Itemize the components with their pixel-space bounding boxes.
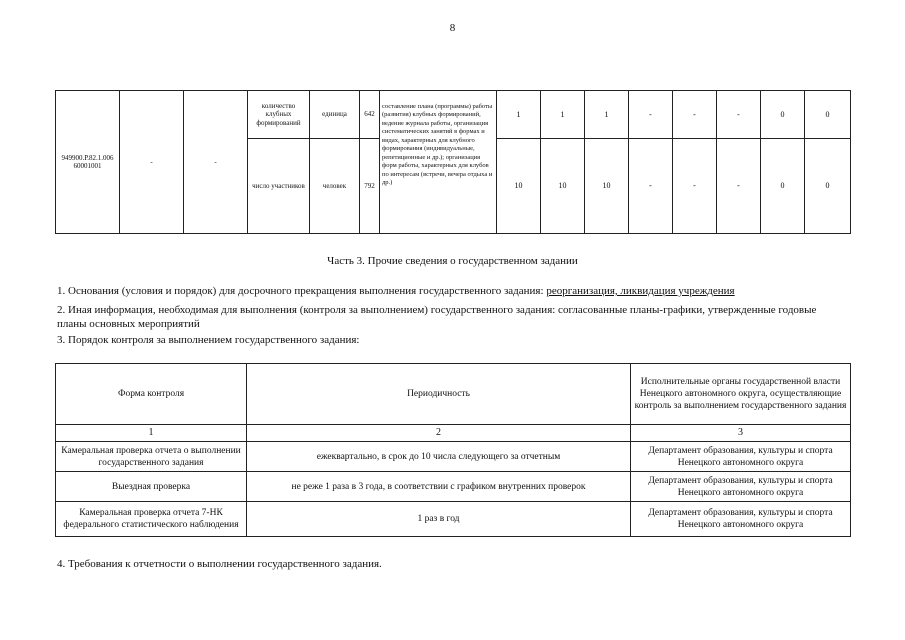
control-table [55, 363, 851, 537]
control-form: Камеральная проверка отчета о выполнении государственного задания [56, 442, 247, 472]
value-cell: - [629, 139, 673, 234]
value-cell: 0 [805, 91, 851, 139]
authority: Департамент образования, культуры и спорта Ненецкого автономного округа [631, 502, 851, 537]
value-cell: - [673, 139, 717, 234]
value-cell: 10 [541, 139, 585, 234]
value-cell: 1 [497, 91, 541, 139]
value-cell: - [629, 91, 673, 139]
paragraph-termination-grounds [57, 284, 847, 298]
value-cell: 10 [585, 139, 629, 234]
service-indicators-table [55, 90, 851, 234]
value-cell: 1 [541, 91, 585, 139]
periodicity: 1 раз в год [247, 502, 631, 537]
column-number: 2 [247, 425, 631, 442]
paragraph-other-info: 2. Иная информация, необходимая для выполнения (контроля за выполнением) государственного задания: согласованные планы-графики, утвержденные годовые планы основных мероприятий [57, 304, 817, 330]
indicator-description: составление плана (программы) работы (развития) клубных формирований, ведение журнала работы, организация систематических занятий в формах и видах, характерных для клубного формирования (индивидуальные, репетиционные и др.); организация форм работы, характерных для клубов по интересам (встречи, вечера отдыха и др.) [380, 91, 497, 234]
value-cell: - [717, 91, 761, 139]
authority: Департамент образования, культуры и спорта Ненецкого автономного округа [631, 442, 851, 472]
indicator-name: количество клубных формирований [248, 91, 310, 139]
column-number: 1 [56, 425, 247, 442]
content-cell-2: - [184, 91, 248, 234]
content-cell-1: - [120, 91, 184, 234]
control-form: Выездная проверка [56, 472, 247, 502]
value-cell: - [673, 91, 717, 139]
value-cell: 0 [761, 139, 805, 234]
periodicity: ежеквартально, в срок до 10 числа следующего за отчетным [247, 442, 631, 472]
indicator-name: число участников [248, 139, 310, 234]
paragraph-reporting-requirements: 4. Требования к отчетности о выполнении государственного задания. [57, 558, 382, 570]
header-authority: Исполнительные органы государственной власти Ненецкого автономного округа, осуществляющие контроль за выполнением государственного задания [631, 364, 851, 425]
table-row [56, 472, 851, 502]
part-title: Часть 3. Прочие сведения о государственном задании [327, 255, 578, 267]
registry-code: 949900.Р.82.1.006 60001001 [56, 91, 120, 234]
value-cell: 1 [585, 91, 629, 139]
indicator-unit: единица [310, 91, 360, 139]
value-cell: 10 [497, 139, 541, 234]
table-row [56, 442, 851, 472]
header-control-form: Форма контроля [56, 364, 247, 425]
paragraph-text: 1. Основания (условия и порядок) для досрочного прекращения выполнения государственного задания: [57, 285, 547, 297]
okei-code: 642 [360, 91, 380, 139]
page-number: 8 [449, 22, 456, 34]
value-cell: 0 [761, 91, 805, 139]
authority: Департамент образования, культуры и спорта Ненецкого автономного округа [631, 472, 851, 502]
header-periodicity: Периодичность [247, 364, 631, 425]
underlined-text: реорганизация, ликвидация учреждения [546, 285, 735, 297]
value-cell: 0 [805, 139, 851, 234]
paragraph-control-order: 3. Порядок контроля за выполнением государственного задания: [57, 334, 360, 346]
value-cell: - [717, 139, 761, 234]
indicator-unit: человек [310, 139, 360, 234]
control-form: Камеральная проверка отчета 7-НК федерального статистического наблюдения [56, 502, 247, 537]
okei-code: 792 [360, 139, 380, 234]
table-row [56, 502, 851, 537]
periodicity: не реже 1 раза в 3 года, в соответствии с графиком внутренних проверок [247, 472, 631, 502]
column-number: 3 [631, 425, 851, 442]
